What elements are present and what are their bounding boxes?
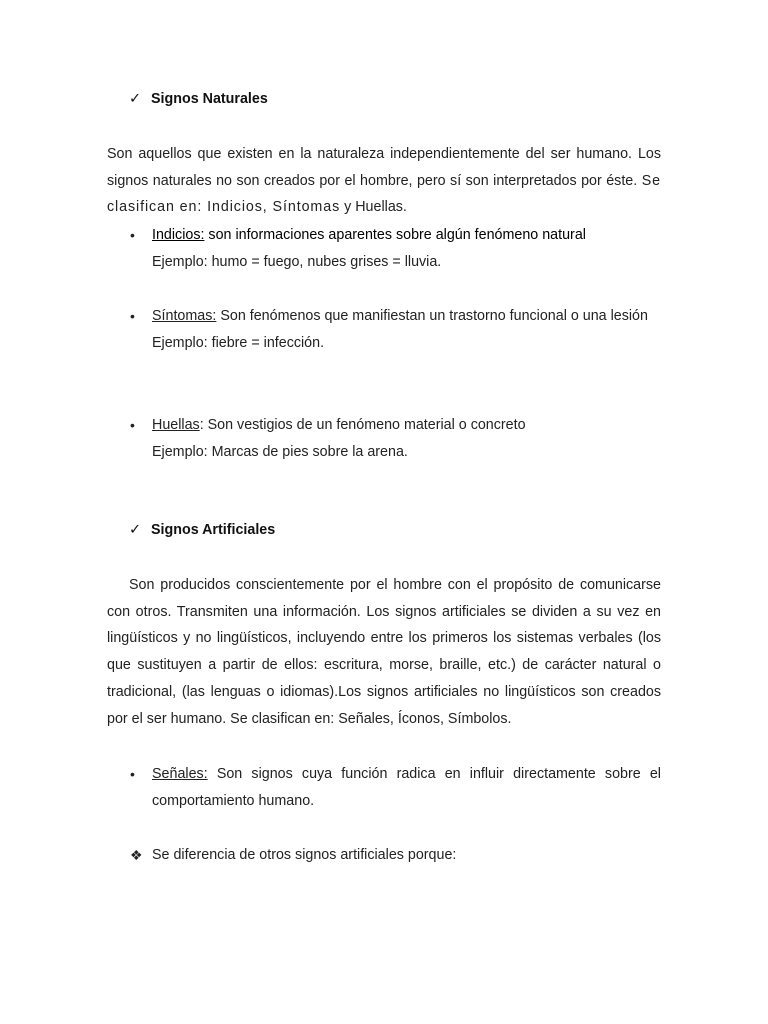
bullet-icon: • bbox=[130, 417, 135, 433]
item-example: Ejemplo: humo = fuego, nubes grises = lluvia. bbox=[152, 253, 442, 270]
intro-text-end: y Huellas. bbox=[340, 199, 407, 216]
bullet-icon: • bbox=[130, 227, 135, 243]
checkmark-icon: ✓ bbox=[129, 91, 141, 107]
section-title: Signos Artificiales bbox=[151, 522, 276, 538]
list-item-indicios bbox=[130, 222, 661, 275]
item-term: Huellas bbox=[152, 417, 200, 433]
checkmark-icon: ✓ bbox=[129, 522, 141, 538]
item-example: Ejemplo: Marcas de pies sobre la arena. bbox=[152, 443, 408, 460]
natural-intro-paragraph bbox=[107, 141, 661, 221]
list-item-huellas bbox=[130, 412, 661, 465]
bullet-icon: • bbox=[130, 308, 135, 324]
list-item-sintomas bbox=[130, 303, 661, 356]
item-term: Señales: bbox=[152, 766, 208, 782]
note-item bbox=[130, 842, 661, 869]
note-text: Se diferencia de otros signos artificiales porque: bbox=[152, 847, 457, 863]
item-text: Son fenómenos que manifiestan un trastorno funcional o una lesión bbox=[216, 308, 648, 324]
list-item-senales bbox=[130, 761, 661, 814]
section-title: Signos Naturales bbox=[151, 91, 268, 107]
item-example: Ejemplo: fiebre = infección. bbox=[152, 334, 325, 351]
item-text: Son signos cuya función radica en influir directamente sobre el comportamiento humano. bbox=[152, 766, 661, 809]
diamond-bullet-icon: ❖ bbox=[130, 847, 143, 863]
item-term: Indicios: bbox=[152, 227, 205, 243]
item-term: Síntomas: bbox=[152, 308, 217, 324]
artificial-intro-paragraph: Son producidos conscientemente por el hombre con el propósito de comunicarse con otros. Transmiten una información. Los signos artificiales se dividen a su vez en lingüísticos y no lingüísticos, incluyendo entre los primeros los sistemas verbales (los que sustituyen a partir de ellos: escritura, morse, braille, etc.) de carácter natural o tradicional, (las lenguas o idiomas).Los signos artificiales no lingüísticos son creados por el ser humano. Se clasifican en: Señales, Íconos, Símbolos. bbox=[107, 577, 661, 727]
item-text: : Son vestigios de un fenómeno material o concreto bbox=[199, 417, 526, 433]
item-text: son informaciones aparentes sobre algún fenómeno natural bbox=[204, 227, 586, 243]
intro-text: Son aquellos que existen en la naturaleza independientemente del ser humano. Los signos naturales no son creados por el hombre, pero sí son interpretados por éste. bbox=[107, 146, 661, 189]
bullet-icon: • bbox=[130, 766, 135, 782]
section-heading-natural bbox=[129, 91, 268, 107]
intro-text-spaced: Se clasifican en: Indicios, Síntomas bbox=[107, 172, 661, 216]
section-heading-artificial bbox=[129, 522, 275, 538]
